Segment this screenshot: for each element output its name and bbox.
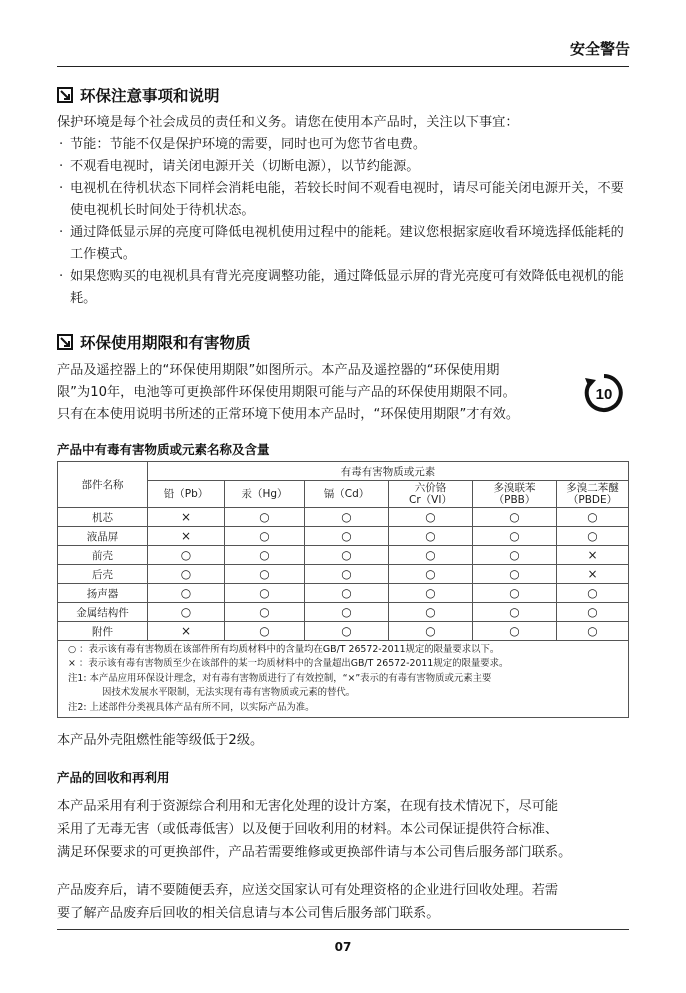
text-line: 要了解产品废弃后回收的相关信息请与本公司售后服务部门联系。 bbox=[57, 906, 440, 921]
substance-mark-cell: ○ bbox=[473, 584, 557, 603]
recycle-heading: 产品的回收和再利用 bbox=[57, 770, 170, 785]
column-header-pb: 铅（Pb） bbox=[148, 481, 225, 508]
recycle-paragraph-1 bbox=[57, 795, 647, 864]
hazard-table-body bbox=[58, 508, 629, 641]
column-header-pbb: 多溴联苯 （PBB） bbox=[473, 481, 557, 508]
list-item bbox=[57, 178, 637, 222]
substance-mark-cell: ○ bbox=[148, 546, 225, 565]
substance-mark-cell: ○ bbox=[557, 508, 629, 527]
substance-mark-cell: ○ bbox=[305, 584, 389, 603]
part-name-cell: 后壳 bbox=[58, 565, 148, 584]
text-line: 只有在本使用说明书所述的正常环境下使用本产品时，“环保使用期限”才有效。 bbox=[57, 407, 520, 422]
substance-mark-cell: ○ bbox=[389, 622, 473, 641]
checkbox-slash-icon bbox=[57, 87, 73, 103]
column-header-pbde: 多溴二苯醚 （PBDE） bbox=[557, 481, 629, 508]
substance-mark-cell: × bbox=[557, 546, 629, 565]
substance-mark-cell: ○ bbox=[148, 565, 225, 584]
substance-mark-cell: ○ bbox=[148, 603, 225, 622]
list-item bbox=[57, 156, 637, 178]
note-cross: × ：表示该有毒有害物质至少在该部件的某一均质材料中的含量超出GB/T 26572-2011规定的限量要求。 bbox=[68, 658, 509, 670]
text-line: 产品废弃后，请不要随便丢弃，应送交国家认可有处理资格的企业进行回收处理。若需 bbox=[57, 883, 559, 898]
column-header-cd: 镉（Cd） bbox=[305, 481, 389, 508]
substance-mark-cell: ○ bbox=[557, 603, 629, 622]
substance-mark-cell: ○ bbox=[225, 527, 305, 546]
substance-mark-cell: ○ bbox=[305, 603, 389, 622]
substance-mark-cell: ○ bbox=[473, 546, 557, 565]
column-header-hg: 汞（Hg） bbox=[225, 481, 305, 508]
substance-mark-cell: × bbox=[148, 527, 225, 546]
bullet-text: 如果您购买的电视机具有背光亮度调整功能，通过降低显示屏的背光亮度可有效降低电视机的能耗。 bbox=[70, 269, 624, 306]
bullet-dot: · bbox=[59, 225, 64, 240]
page-number: 07 bbox=[334, 940, 352, 954]
part-name-header: 部件名称 bbox=[58, 462, 148, 508]
section-heading-text: 环保使用期限和有害物质 bbox=[80, 334, 251, 352]
note-1: 注1: 本产品应用环保设计理念，对有毒有害物质进行了有效控制，“×”表示的有毒有害物质或元素主要 bbox=[68, 672, 492, 684]
text-line: 采用了无毒无害（或低毒低害）以及便于回收利用的材料。本公司保证提供符合标准、 bbox=[57, 822, 559, 837]
substance-mark-cell: ○ bbox=[557, 622, 629, 641]
list-item bbox=[57, 222, 637, 266]
substance-mark-cell: ○ bbox=[148, 584, 225, 603]
table-row bbox=[58, 527, 629, 546]
text-line: 产品及遥控器上的“环保使用期限”如图所示。本产品及遥控器的“环保使用期 bbox=[57, 363, 500, 378]
substance-mark-cell: ○ bbox=[225, 622, 305, 641]
table-row bbox=[58, 508, 629, 527]
part-name-cell: 扬声器 bbox=[58, 584, 148, 603]
substance-mark-cell: ○ bbox=[305, 622, 389, 641]
badge-number: 10 bbox=[595, 386, 613, 403]
column-header-cr6: 六价铬 Cr（VI） bbox=[389, 481, 473, 508]
list-item bbox=[57, 134, 637, 156]
recycle-paragraph-2 bbox=[57, 879, 647, 925]
page-header-title: 安全警告 bbox=[569, 40, 630, 58]
part-name-cell: 前壳 bbox=[58, 546, 148, 565]
substance-mark-cell: ○ bbox=[305, 546, 389, 565]
env-bullet-list bbox=[57, 134, 637, 310]
header-divider bbox=[57, 66, 629, 67]
eco-period-10-icon bbox=[583, 372, 625, 414]
substance-mark-cell: ○ bbox=[473, 603, 557, 622]
substance-mark-cell: ○ bbox=[225, 603, 305, 622]
text-line: 限”为10年，电池等可更换部件环保使用期限可能与产品的环保使用期限不同。 bbox=[57, 385, 516, 400]
flame-rating-statement: 本产品外壳阻燃性能等级低于2级。 bbox=[57, 733, 264, 748]
hazard-table-notes bbox=[58, 641, 629, 718]
substance-mark-cell: ○ bbox=[389, 584, 473, 603]
substance-mark-cell: ○ bbox=[473, 508, 557, 527]
substance-group-header: 有毒有害物质或元素 bbox=[148, 462, 629, 481]
table-row bbox=[58, 622, 629, 641]
bullet-dot: · bbox=[59, 137, 64, 152]
text-line: 本产品采用有利于资源综合利用和无害化处理的设计方案，在现有技术情况下，尽可能 bbox=[57, 799, 559, 814]
substance-mark-cell: ○ bbox=[305, 508, 389, 527]
substance-mark-cell: ○ bbox=[225, 508, 305, 527]
table-row bbox=[58, 603, 629, 622]
bullet-text: 电视机在待机状态下同样会消耗电能，若较长时间不观看电视时，请尽可能关闭电源开关，不要使电视机长时间处于待机状态。 bbox=[70, 181, 624, 218]
substance-mark-cell: ○ bbox=[389, 527, 473, 546]
bullet-dot: · bbox=[59, 159, 64, 174]
text-line: 满足环保要求的可更换部件，产品若需要维修或更换部件请与本公司售后服务部门联系。 bbox=[57, 845, 572, 860]
note-2: 注2: 上述部件分类视具体产品有所不同，以实际产品为准。 bbox=[68, 701, 315, 713]
substance-mark-cell: ○ bbox=[389, 603, 473, 622]
bullet-text: 不观看电视时，请关闭电源开关（切断电源），以节约能源。 bbox=[70, 159, 420, 174]
part-name-cell: 金属结构件 bbox=[58, 603, 148, 622]
substance-mark-cell: ○ bbox=[473, 565, 557, 584]
section-heading-env-notes bbox=[57, 84, 220, 106]
part-name-cell: 附件 bbox=[58, 622, 148, 641]
substance-mark-cell: × bbox=[557, 565, 629, 584]
section-heading-text: 环保注意事项和说明 bbox=[80, 87, 220, 105]
substance-mark-cell: ○ bbox=[557, 584, 629, 603]
table-row bbox=[58, 546, 629, 565]
bullet-dot: · bbox=[59, 181, 64, 196]
substance-mark-cell: ○ bbox=[473, 622, 557, 641]
bullet-dot: · bbox=[59, 269, 64, 284]
hazard-substance-table bbox=[57, 461, 629, 718]
table-row bbox=[58, 584, 629, 603]
checkbox-slash-icon bbox=[57, 334, 73, 350]
hazard-table-title: 产品中有毒有害物质或元素名称及含量 bbox=[57, 442, 270, 457]
substance-mark-cell: ○ bbox=[473, 527, 557, 546]
substance-mark-cell: ○ bbox=[225, 584, 305, 603]
substance-mark-cell: ○ bbox=[389, 546, 473, 565]
table-row bbox=[58, 565, 629, 584]
substance-mark-cell: ○ bbox=[389, 508, 473, 527]
substance-mark-cell: ○ bbox=[225, 565, 305, 584]
note-circle: ○ ：表示该有毒有害物质在该部件所有均质材料中的含量均在GB/T 26572-2011规定的限量要求以下。 bbox=[68, 644, 500, 655]
substance-mark-cell: × bbox=[148, 622, 225, 641]
substance-mark-cell: ○ bbox=[225, 546, 305, 565]
list-item bbox=[57, 266, 637, 310]
env-intro-text: 保护环境是每个社会成员的责任和义务。请您在使用本产品时，关注以下事宜： bbox=[57, 115, 519, 130]
note-1-continued: 因技术发展水平限制，无法实现有毒有害物质或元素的替代。 bbox=[102, 687, 356, 699]
footer-divider bbox=[57, 929, 629, 930]
part-name-cell: 机芯 bbox=[58, 508, 148, 527]
part-name-cell: 液晶屏 bbox=[58, 527, 148, 546]
substance-mark-cell: ○ bbox=[389, 565, 473, 584]
eco-period-text bbox=[57, 360, 587, 426]
substance-mark-cell: ○ bbox=[557, 527, 629, 546]
bullet-text: 节能：节能不仅是保护环境的需要，同时也可为您节省电费。 bbox=[70, 137, 427, 152]
bullet-text: 通过降低显示屏的亮度可降低电视机使用过程中的能耗。建议您根据家庭收看环境选择低能耗的工作模式。 bbox=[70, 225, 624, 262]
section-heading-eco-period bbox=[57, 331, 251, 353]
substance-mark-cell: ○ bbox=[305, 565, 389, 584]
substance-mark-cell: ○ bbox=[305, 527, 389, 546]
substance-mark-cell: × bbox=[148, 508, 225, 527]
